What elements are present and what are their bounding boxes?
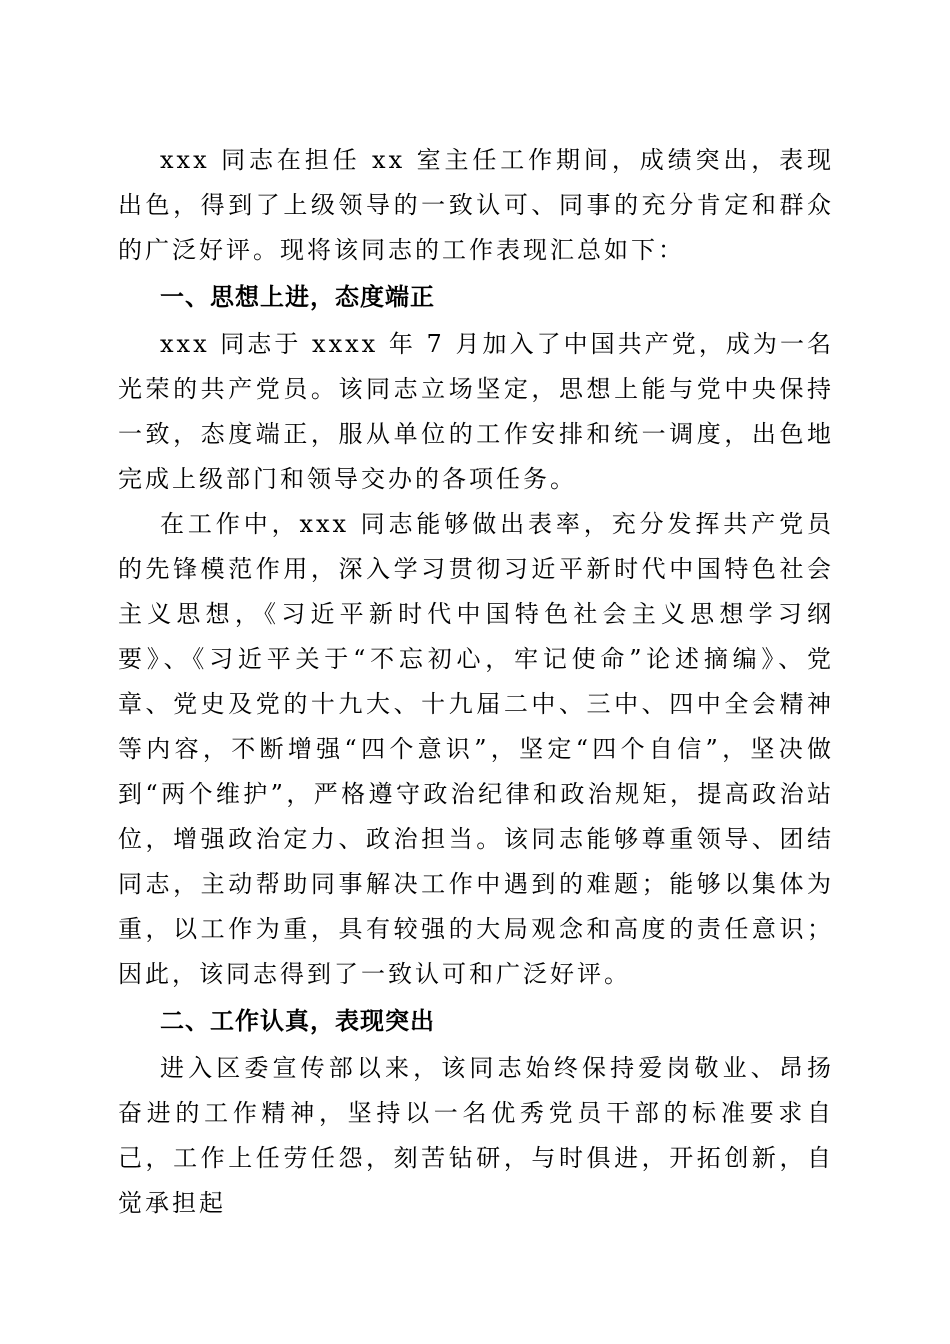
section-2-paragraph-1: 进入区委宣传部以来，该同志始终保持爱岗敬业、昂扬奋进的工作精神，坚持以一名优秀党员干部的标准要求自己，工作上任劳任怨，刻苦钻研，与时俱进，开拓创新，自觉承担起 — [118, 1054, 834, 1217]
section-2-heading: 二、工作认真，表现突出 — [160, 1007, 435, 1035]
section-1-heading: 一、思想上进，态度端正 — [160, 283, 435, 311]
section-1-paragraph-2: 在工作中，xxx 同志能够做出表率，充分发挥共产党员的先锋模范作用，深入学习贯彻习近平新时代中国特色社会主义思想，《习近平新时代中国特色社会主义思想学习纲要》、《习近平关于“不忘初心，牢记使命”论述摘编》、党章、党史及党的十九大、十九届二中、三中、四中全会精神等内容，不断增强“四个意识”，坚定“四个自信”，坚决做到“两个维护”，严格遵守政治纪律和政治规矩，提高政治站位，增强政治定力、政治担当。该同志能够尊重领导、团结同志，主动帮助同事解决工作中遇到的难题；能够以集体为重，以工作为重，具有较强的大局观念和高度的责任意识；因此，该同志得到了一致认可和广泛好评。 — [118, 510, 834, 988]
section-1-paragraph-1: xxx 同志于 xxxx 年 7 月加入了中国共产党，成为一名光荣的共产党员。该同志立场坚定，思想上能与党中央保持一致，态度端正，服从单位的工作安排和统一调度，出色地完成上级部门和领导交办的各项任务。 — [118, 330, 834, 493]
intro-paragraph: xxx 同志在担任 xx 室主任工作期间，成绩突出，表现出色，得到了上级领导的一致认可、同事的充分肯定和群众的广泛好评。现将该同志的工作表现汇总如下： — [118, 146, 834, 264]
document-page — [118, 138, 834, 1226]
